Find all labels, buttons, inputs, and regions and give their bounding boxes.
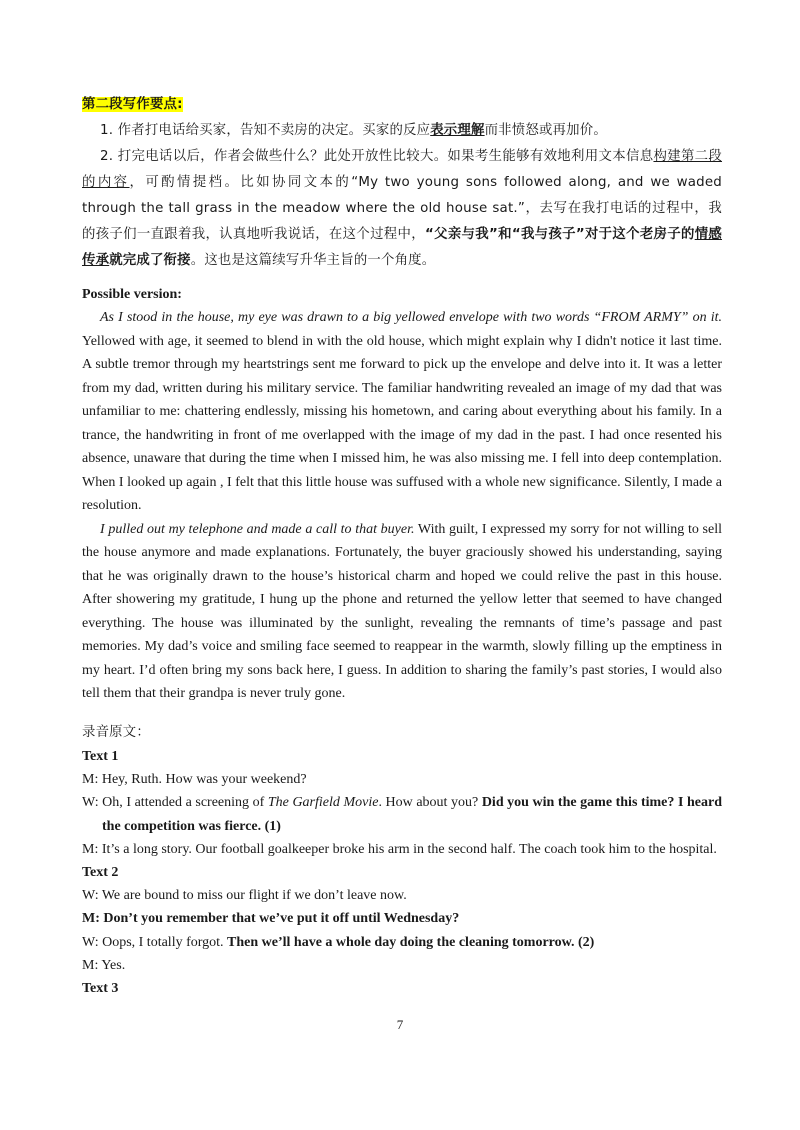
section-heading-line bbox=[82, 92, 722, 118]
possible-version-label: Possible version: bbox=[82, 287, 182, 302]
point-2-text: 2. 打完电话以后，作者会做些什么？此处开放性比较大。如果考生能够有效地利用文本信息 bbox=[100, 149, 654, 164]
text-2-line-2-text: Don’t you remember that we’ve put it off until Wednesday? bbox=[103, 911, 460, 926]
point-2-bold-tail: 就完成了衔接 bbox=[109, 253, 191, 268]
text-2-line-1: W: We are bound to miss our flight if we don’t leave now. bbox=[82, 887, 407, 903]
version-paragraph-2 bbox=[82, 518, 722, 706]
point-2-end: 。这也是这篇续写升华主旨的一个角度。 bbox=[190, 253, 436, 268]
point-2-middle: ，可酌情提档。比如协同文本的“My two young sons followed along, and we waded through the tall grass in the meadow where the old house sat.”，去写在我打电话的过程中，我的孩子们一直跟着我，认真地听我说话，在这个过程中， bbox=[82, 175, 723, 242]
page-number: 7 bbox=[396, 1017, 404, 1032]
version-paragraph-1-lead: As I stood in the house, my eye was drawn to a big yellowed envelope with two words “FROM ARMY” on it. bbox=[100, 310, 722, 325]
text-1-line-1: M: Hey, Ruth. How was your weekend? bbox=[82, 771, 307, 787]
point-1-emphasis: 表示理解 bbox=[430, 123, 485, 138]
text-1-line-2-c: . How about you? bbox=[378, 795, 482, 810]
movie-title: The Garfield Movie bbox=[267, 795, 379, 810]
document-page bbox=[82, 92, 722, 1000]
text-1-line-3: M: It’s a long story. Our football goalkeeper broke his arm in the second half. The coach took him to the hospital. bbox=[82, 842, 717, 857]
section-heading: 第二段写作要点: bbox=[82, 97, 183, 112]
text-2-title: Text 2 bbox=[82, 864, 119, 880]
text-2-line-4: M: Yes. bbox=[82, 958, 126, 973]
text-1-line-2 bbox=[82, 791, 722, 838]
text-2-line-2-speaker: M: bbox=[82, 911, 104, 926]
version-paragraph-2-lead: I pulled out my telephone and made a call to that buyer. bbox=[100, 521, 415, 537]
version-paragraph-1 bbox=[82, 306, 722, 518]
text-2-line-2 bbox=[82, 907, 722, 931]
version-paragraph-2-body: With guilt, I expressed my sorry for not willing to sell the house anymore and made explanations. Fortunately, the buyer graciously showed his understanding, saying that he was originally drawn to the house’s historical charm and hoped we could relive the past in this house. After showering my gratitude, I hung up the phone and returned the yellow letter that seemed to have changed everything. The house was illuminated by the sunlight, revealing the remnants of time’s passage and past memories. My dad’s voice and smiling face seemed to reappear in the warmth, slowly filling up the emptiness in my heart. I’d often bring my sons back here, I guess. In addition to sharing the family’s past stories, I would also tell them that their grandpa is never truly gone. bbox=[82, 521, 722, 701]
transcript-label: 录音原文： bbox=[82, 724, 150, 740]
text-1-line-2-answer: Did you win the game this time? I heard the competition was fierce. (1) bbox=[102, 795, 723, 834]
point-2-bold: “父亲与我”和“我与孩子”对于这个老房子的 bbox=[424, 227, 695, 242]
text-3-title: Text 3 bbox=[82, 980, 119, 996]
point-1-tail: 而非愤怒或再加价。 bbox=[484, 123, 607, 138]
text-2-line-3 bbox=[82, 931, 722, 955]
text-1-line-2-a: W: Oh, I attended a screening of bbox=[82, 795, 268, 810]
version-paragraph-1-body: Yellowed with age, it seemed to blend in with the old house, which might explain why I didn't notice it last time. A subtle tremor through my heartstrings sent me forward to pick up the envelope and delve into it. It was a letter from my dad, written during his military service. The familiar handwriting revealed an image of my dad that was unfamiliar to me: chattering endlessly, missing his hometown, and caring about everything about his family. In a trance, the handwriting in front of me overlapped with the image of my dad in the past. I had once resented his absence, unaware that during the time when I missed him, he was also missing me. I fell into deep contemplation. When I looked up again , I felt that this little house was suffused with a whole new significance. Silently, I made a resolution. bbox=[82, 333, 722, 513]
text-2-line-3-a: W: Oops, I totally forgot. bbox=[82, 934, 228, 950]
point-1 bbox=[82, 118, 722, 144]
point-2-underline: 构建第二段的内容 bbox=[82, 149, 723, 190]
text-2-line-3-answer: Then we’ll have a whole day doing the cleaning tomorrow. (2) bbox=[227, 934, 595, 950]
text-1-title: Text 1 bbox=[82, 748, 119, 764]
point-1-text: 1. 作者打电话给买家，告知不卖房的决定。买家的反应 bbox=[100, 123, 431, 138]
point-2-bold-underline: 情感传承 bbox=[82, 227, 723, 268]
point-2 bbox=[82, 144, 722, 274]
